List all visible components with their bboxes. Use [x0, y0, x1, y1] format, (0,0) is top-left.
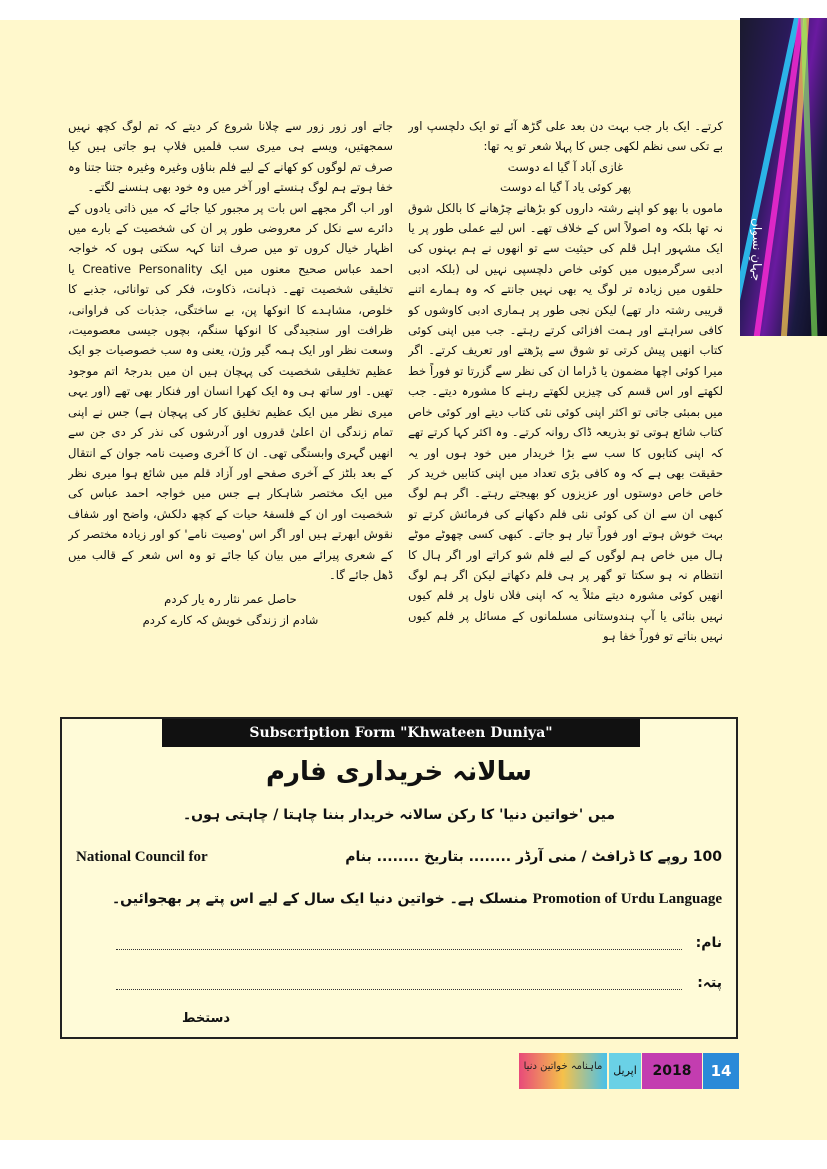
signature-label: دستخط: [182, 1011, 231, 1026]
name-label: نام:: [695, 935, 722, 951]
issue-month: اپریل: [609, 1053, 641, 1089]
paragraph: [68, 198, 393, 586]
page-number: 14: [703, 1053, 739, 1089]
article-column-right: [408, 116, 723, 716]
verse-line: شادم از زندگی خویش کہ کارے کردم: [142, 612, 319, 627]
subscription-form-header: Subscription Form "Khwateen Duniya": [162, 719, 640, 747]
section-tab-label: جہانِ نسواں: [750, 218, 764, 282]
payment-line: [76, 849, 722, 875]
subscription-form-title: سالانہ خریداری فارم: [265, 757, 532, 787]
address-blank[interactable]: [116, 989, 682, 990]
paragraph: ماموں با بھو کو اپنے رشتہ داروں کو بڑھانے چڑھانے کا بالکل شوق نہ تھا بلکہ وہ اصولاً اس کے خلاف تھے۔ اس لیے عملی طور پر یا ایک مشہور اہل قلم کی حیثیت سے تو انھوں نے ہم بہنوں کی ادبی سرگرمیوں میں کوئی خاص دلچسپی نہیں لی (بلکہ ادبی حلقوں میں زیادہ تر لوگ یہ بھی نہیں جانتے کہ وہ ہمارے اتنے قریبی رشتہ دار تھے) لیکن نجی طور پر ہماری ادبی کاوشوں کو کافی سراہتے اور ہمت افزائی کرتے رہتے۔ جب میں اپنی کوئی کتاب انھیں پیش کرتی تو شوق سے پڑھتے اور تعریف کرتے۔ اگر میرا کوئی اچھا مضمون یا ڈراما ان کی نظر سے گزرتا تو فوراً خط لکھتے اور اس قسم کی چیزیں لکھتے رہنے کا مشورہ دیتے۔ جب میں بمبئی جاتی تو اکثر اپنی کوئی نئی کتاب دیتے اور کوئی خاص کتاب شائع ہوتی تو بذریعہ ڈاک روانہ کرتے۔ وہ اکثر کہا کرتے تھے کہ اپنی کتابوں کا سب سے بڑا خریدار میں خود ہوں اور یہ حقیقت بھی ہے کہ وہ کافی بڑی تعداد میں اپنی کتابیں خرید کر خاص خاص دوستوں اور عزیزوں کو بھیجتے رہتے۔ اگر ہم لوگ کبھی ان سے ان کی کوئی نئی فلم دکھانے کی فرمائش کرتے تو بہت خوش ہوتے اور فوراً تیار ہو جاتے۔ کبھی کسی چھوٹے موٹے ہال میں خاص ہم لوگوں کے لیے فلم شو کراتے اور اگر ہال کا انتظام نہ ہو سکتا تو گھر پر ہی فلم دکھاتے لیکن اگر ہم لوگ انھیں کوئی مشورہ دیتے مثلاً یہ کہ اپنی فلاں ناول پر فلم کیوں نہیں بنائی یا آپ ہندوستانی مسلمانوں کے مسائل پر فلم کیوں نہیں بناتے تو فوراً خفا ہو: [408, 200, 723, 644]
address-field[interactable]: [76, 975, 722, 999]
magazine-name: ماہنامہ خواتین دنیا: [523, 1061, 603, 1072]
english-term: Creative Personality: [82, 261, 203, 276]
paragraph: کرتے۔ ایک بار جب بہت دن بعد علی گڑھ آئے تو ایک دلچسپ اور بے تکی سی نظم لکھی جس کا پہلا شعر تو یہ تھا:: [408, 119, 723, 154]
payment-text-2: منسلک ہے۔ خواتین دنیا ایک سال کے لیے اس پتے پر بھجوائیں۔: [111, 891, 528, 907]
subscription-form: [60, 717, 738, 1039]
top-margin: [0, 0, 827, 20]
article-column-left: [68, 116, 393, 716]
page-footer: [519, 1053, 739, 1089]
persian-couplet: [68, 589, 393, 630]
payment-text: 100 روپے کا ڈرافٹ / منی آرڈر ........ بتاریخ ........ بنام: [345, 849, 722, 865]
paragraph-text: یا تخلیقی شخصیت تھے۔ ذہانت، ذکاوت، فکر کی توانائی، جذبے کا خلوص، مشاہدے کا انوکھا پن، بے ساختگی، جذبات کی فراوانی، ظرافت اور سنجیدگی کا انوکھا سنگم، بچوں جیسی معصومیت، وسعت نظر اور ایک ہمہ گیر وژن، یعنی وہ سب خصوصیات جو ایک عظیم تخلیقی شخصیت کی پہچان ہیں ان میں بدرجۂ اتم موجود تھیں۔ اور ساتھ ہی وہ ایک کھرا انسان اور فنکار بھی تھے (اور یہی میری نظر میں ایک عظیم تخلیق کار کی پہچان ہے) جس نے اپنی تمام زندگی ان اعلیٰ قدروں اور آدرشوں کی نذر کر دی جن سے انھیں گہری وابستگی تھی۔ ان کا آخری وصیت نامہ جوان کے انتقال کے بعد بلٹز کے آخری صفحے اور آزاد قلم میں شائع ہوا میری نظر میں ایک مختصر شاہکار ہے جس میں خواجہ احمد عباس کی شخصیت اور ان کے فلسفۂ حیات کے کچھ دلکش، واضح اور شفاف نقوش ابھرتے ہیں اور اگر اس 'وصیت نامے' کو اور زیادہ مختصر کر کے شعری پیرائے میں بیان کیا جائے تو وہ اس شعر کے قالب میں ڈھل جائے گا۔: [68, 261, 393, 582]
name-blank[interactable]: [116, 949, 682, 950]
payment-line-2: [76, 891, 722, 917]
payee-name-en-2: Promotion of Urdu Language: [532, 891, 722, 907]
verse-line: پھر کوئی یاد آ گیا اے دوست: [499, 180, 632, 195]
address-label: پتہ:: [697, 975, 722, 991]
paragraph: جاتے اور زور زور سے چلانا شروع کر دیتے کہ تم لوگ کچھ نہیں سمجھتیں، ویسے ہی میری سب فلمیں فلاپ ہو جاتی ہیں کیا صرف تم لوگوں کو کھانے کے لیے فلم بناؤں وغیرہ وغیرہ جتنا جتنا وہ خفا ہوتے ہم لوگ ہنستے اور آخر میں وہ خود بھی ہنسنے لگتے۔: [68, 119, 393, 195]
section-tab: [740, 18, 827, 336]
tab-decoration: [800, 18, 819, 336]
subscription-intro: میں 'خواتین دنیا' کا رکن سالانہ خریدار بننا چاہتا / چاہتی ہوں۔: [182, 807, 616, 823]
name-field[interactable]: [76, 935, 722, 959]
issue-year: 2018: [642, 1053, 702, 1089]
payee-name-en: National Council for: [76, 849, 208, 865]
paragraph-text: اور اب اگر مجھے اس بات پر مجبور کیا جائے کہ میں ذاتی یادوں کے دائرے سے نکل کر معروضی طور پر ان کی شخصیت کے بارے میں اظہار خیال کروں تو میں صرف اتنا کہہ سکتی ہوں کہ خواجہ احمد عباس صحیح معنوں میں ایک: [68, 200, 393, 276]
verse-line: حاصل عمر نثار رہ یار کردم: [164, 592, 297, 607]
verse-line: غازی آباد آ گیا اے دوست: [507, 159, 624, 174]
